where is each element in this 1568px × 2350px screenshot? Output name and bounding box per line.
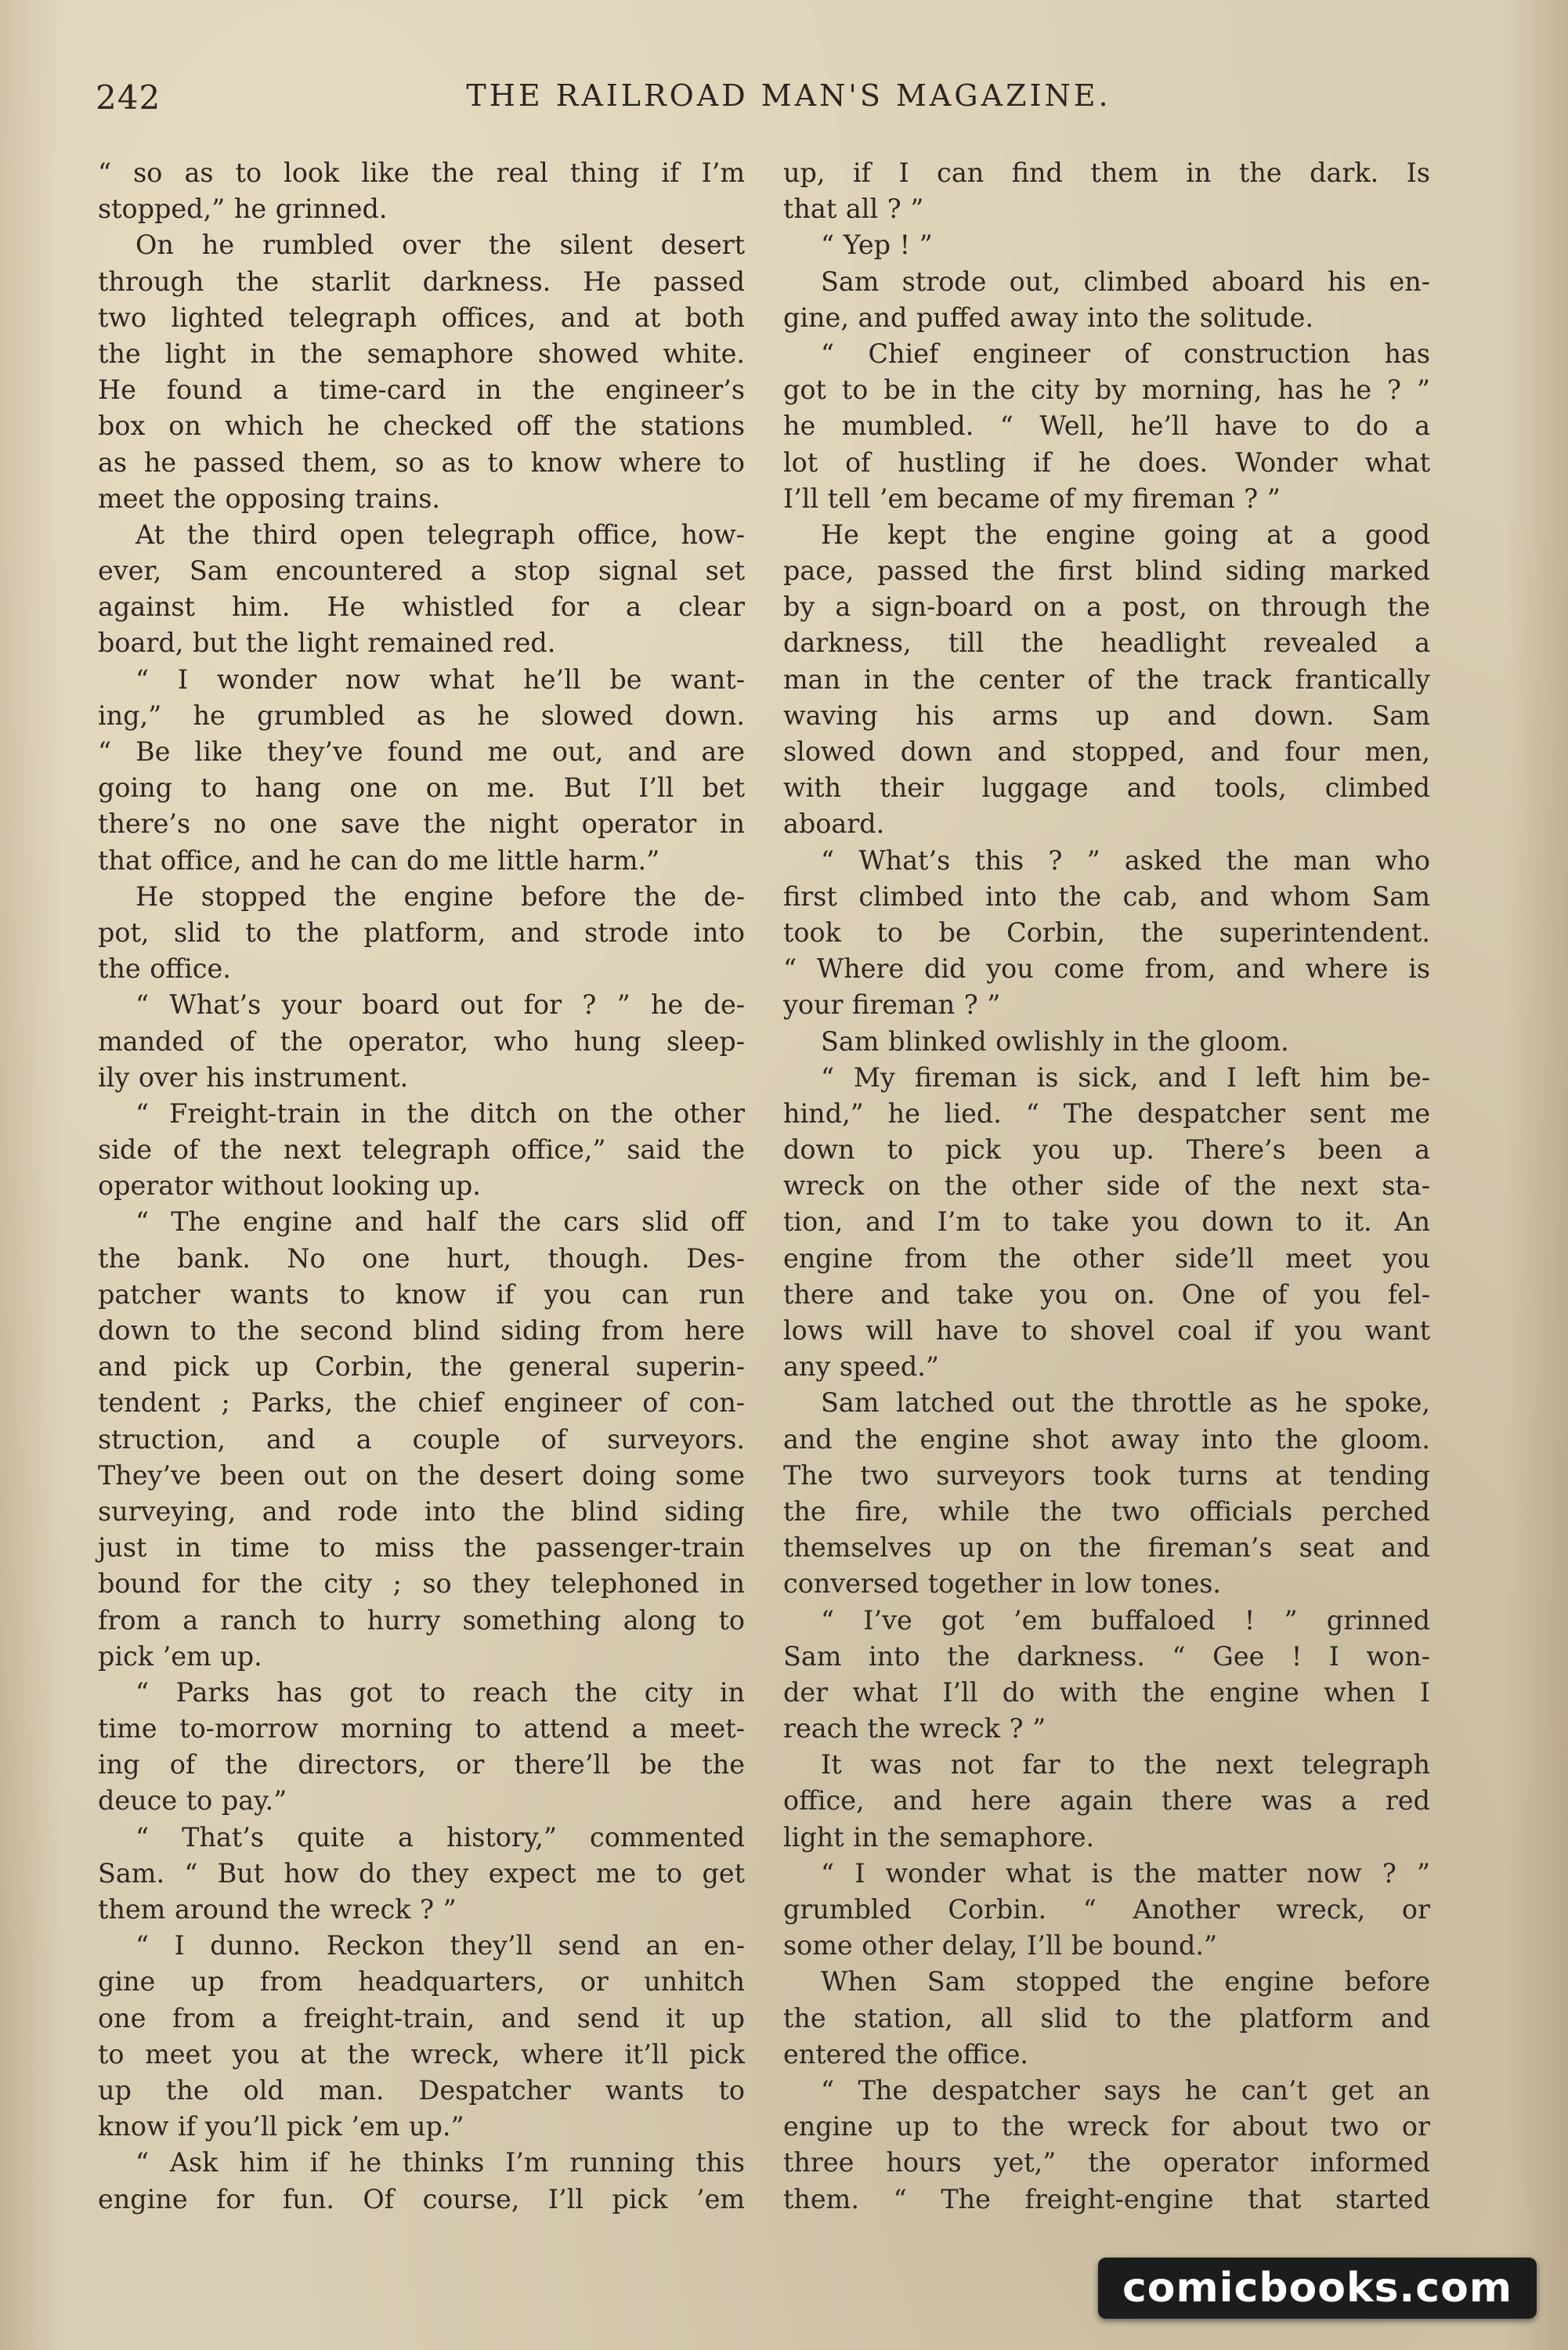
text-line: deuce to pay.” xyxy=(98,1785,287,1817)
text-line: tendent ; Parks, the chief engineer of con- xyxy=(98,1387,745,1419)
text-line: the office. xyxy=(98,953,231,985)
text-line: “ The despatcher says he can’t get an xyxy=(821,2074,1430,2106)
text-line: stopped,” he grinned. xyxy=(98,193,388,225)
text-line: one from a freight-train, and send it up xyxy=(98,2002,745,2034)
text-line: the light in the semaphore showed white. xyxy=(98,338,745,369)
text-line: slowed down and stopped, and four men, xyxy=(783,736,1430,767)
text-line: time to-morrow morning to attend a meet- xyxy=(98,1713,745,1744)
text-line: meet the opposing trains. xyxy=(98,483,440,514)
text-line: up the old man. Despatcher wants to xyxy=(98,2074,745,2106)
text-line: board, but the light remained red. xyxy=(98,627,556,659)
text-line: “ I dunno. Reckon they’ll send an en- xyxy=(135,1930,745,1961)
text-line: down to the second blind siding from here xyxy=(98,1315,745,1346)
text-line: going to hang one on me. But I’ll bet xyxy=(98,772,745,804)
text-line: from a ranch to hurry something along to xyxy=(98,1604,745,1636)
text-line: “ That’s quite a history,” commented xyxy=(135,1821,745,1853)
text-line: light in the semaphore. xyxy=(783,1821,1095,1853)
text-line: operator without looking up. xyxy=(98,1170,481,1202)
text-line: some other delay, I’ll be bound.” xyxy=(783,1930,1218,1961)
text-line: Sam latched out the throttle as he spoke, xyxy=(821,1387,1430,1419)
text-line: engine up to the wreck for about two or xyxy=(783,2111,1430,2142)
left-text-column xyxy=(98,155,745,2218)
text-line: waving his arms up and down. Sam xyxy=(783,700,1430,731)
text-line: that office, and he can do me little harm.” xyxy=(98,844,660,876)
text-line: “ The engine and half the cars slid off xyxy=(135,1206,745,1238)
text-line: got to be in the city by morning, has he ? ” xyxy=(783,374,1430,406)
text-line: Sam strode out, climbed aboard his en- xyxy=(821,266,1430,297)
running-title: THE RAILROAD MAN'S MAGAZINE. xyxy=(466,78,1111,113)
text-line: reach the wreck ? ” xyxy=(783,1713,1046,1744)
text-line: the station, all slid to the platform and xyxy=(783,2002,1430,2034)
text-line: “ What’s your board out for ? ” he de- xyxy=(135,989,745,1021)
text-line: “ Chief engineer of construction has xyxy=(821,338,1430,369)
text-line: surveying, and rode into the blind siding xyxy=(98,1495,745,1527)
text-line: first climbed into the cab, and whom Sam xyxy=(783,880,1430,912)
text-line: through the starlit darkness. He passed xyxy=(98,266,745,297)
text-line: He kept the engine going at a good xyxy=(821,519,1430,550)
text-line: The two surveyors took turns at tending xyxy=(783,1459,1430,1491)
text-line: They’ve been out on the desert doing some xyxy=(98,1459,745,1491)
text-line: office, and here again there was a red xyxy=(783,1785,1430,1817)
text-line: ily over his instrument. xyxy=(98,1061,409,1093)
text-line: the bank. No one hurt, though. Des- xyxy=(98,1242,745,1274)
text-line: engine from the other side’ll meet you xyxy=(783,1242,1430,1274)
text-line: themselves up on the fireman’s seat and xyxy=(783,1532,1430,1564)
text-line: with their luggage and tools, climbed xyxy=(783,772,1430,804)
text-line: Sam into the darkness. “ Gee ! I won- xyxy=(783,1640,1430,1672)
text-line: “ Ask him if he thinks I’m running this xyxy=(135,2147,745,2178)
text-line: aboard. xyxy=(783,808,885,840)
text-line: side of the next telegraph office,” said the xyxy=(98,1134,745,1166)
text-line: two lighted telegraph offices, and at both xyxy=(98,302,745,333)
text-line: any speed.” xyxy=(783,1351,939,1383)
text-line: Sam blinked owlishly in the gloom. xyxy=(821,1025,1289,1057)
text-line: wreck on the other side of the next sta- xyxy=(783,1170,1430,1202)
text-line: “ so as to look like the real thing if I’m xyxy=(98,157,745,188)
text-line: and pick up Corbin, the general superin- xyxy=(98,1351,745,1383)
text-line: “ My fireman is sick, and I left him be- xyxy=(821,1061,1430,1093)
text-line: conversed together in low tones. xyxy=(783,1568,1222,1600)
text-line: “ I wonder now what he’ll be want- xyxy=(135,663,745,695)
text-line: box on which he checked off the stations xyxy=(98,410,745,442)
text-line: manded of the operator, who hung sleep- xyxy=(98,1025,745,1057)
text-line: there and take you on. One of you fel- xyxy=(783,1278,1430,1310)
text-line: know if you’ll pick ’em up.” xyxy=(98,2111,464,2142)
text-line: ing of the directors, or there’ll be the xyxy=(98,1749,745,1781)
text-line: down to pick you up. There’s been a xyxy=(783,1134,1430,1166)
text-line: by a sign-board on a post, on through the xyxy=(783,591,1430,623)
text-line: that all ? ” xyxy=(783,193,924,225)
text-line: At the third open telegraph office, how- xyxy=(135,519,745,550)
text-line: “ Yep ! ” xyxy=(821,230,933,261)
text-line: against him. He whistled for a clear xyxy=(98,591,745,623)
text-line: gine up from headquarters, or unhitch xyxy=(98,1966,745,1998)
text-line: engine for fun. Of course, I’ll pick ’em xyxy=(98,2183,745,2214)
text-line: hind,” he lied. “ The despatcher sent me xyxy=(783,1097,1430,1129)
text-line: “ I wonder what is the matter now ? ” xyxy=(821,1857,1430,1889)
text-line: lows will have to shovel coal if you want xyxy=(783,1315,1430,1346)
page-header xyxy=(96,78,1482,133)
text-line: He stopped the engine before the de- xyxy=(135,880,745,912)
text-line: and the engine shot away into the gloom. xyxy=(783,1423,1430,1455)
text-line: bound for the city ; so they telephoned in xyxy=(98,1568,745,1600)
text-line: just in time to miss the passenger-train xyxy=(98,1532,745,1564)
text-line: struction, and a couple of surveyors. xyxy=(98,1423,745,1455)
text-line: he mumbled. “ Well, he’ll have to do a xyxy=(783,410,1430,442)
watermark-logo: comicbooks.com xyxy=(1098,2258,1537,2319)
text-line: there’s no one save the night operator in xyxy=(98,808,745,840)
text-line: gine, and puffed away into the solitude. xyxy=(783,302,1314,333)
text-line: Sam. “ But how do they expect me to get xyxy=(98,1857,745,1889)
text-line: lot of hustling if he does. Wonder what xyxy=(783,446,1430,478)
text-line: pick ’em up. xyxy=(98,1640,262,1672)
text-line: took to be Corbin, the superintendent. xyxy=(783,916,1430,948)
text-line: It was not far to the next telegraph xyxy=(821,1749,1430,1781)
text-line: as he passed them, so as to know where to xyxy=(98,446,745,478)
text-line: He found a time-card in the engineer’s xyxy=(98,374,745,406)
text-line: tion, and I’m to take you down to it. An xyxy=(783,1206,1430,1238)
text-line: darkness, till the headlight revealed a xyxy=(783,627,1430,659)
text-line: the fire, while the two officials perched xyxy=(783,1495,1430,1527)
text-line: “ I’ve got ’em buffaloed ! ” grinned xyxy=(821,1604,1430,1636)
right-text-column xyxy=(783,155,1430,2218)
text-line: entered the office. xyxy=(783,2038,1029,2070)
text-line: them. “ The freight-engine that started xyxy=(783,2183,1430,2214)
text-line: pace, passed the first blind siding marked xyxy=(783,555,1430,587)
text-line: your fireman ? ” xyxy=(783,989,1001,1021)
text-line: When Sam stopped the engine before xyxy=(821,1966,1430,1998)
text-line: “ Where did you come from, and where is xyxy=(783,953,1430,985)
text-line: On he rumbled over the silent desert xyxy=(135,230,745,261)
text-line: “ Be like they’ve found me out, and are xyxy=(98,736,745,767)
text-line: up, if I can find them in the dark. Is xyxy=(783,157,1430,188)
text-line: them around the wreck ? ” xyxy=(98,1894,457,1925)
text-line: “ Parks has got to reach the city in xyxy=(135,1676,745,1708)
text-line: to meet you at the wreck, where it’ll pick xyxy=(98,2038,745,2070)
text-line: “ Freight-train in the ditch on the other xyxy=(135,1097,745,1129)
text-line: der what I’ll do with the engine when I xyxy=(783,1676,1430,1708)
page-number: 242 xyxy=(96,78,161,117)
text-line: patcher wants to know if you can run xyxy=(98,1278,745,1310)
text-line: man in the center of the track frantically xyxy=(783,663,1430,695)
text-line: ever, Sam encountered a stop signal set xyxy=(98,555,745,587)
text-line: three hours yet,” the operator informed xyxy=(783,2147,1430,2178)
text-line: grumbled Corbin. “ Another wreck, or xyxy=(783,1894,1430,1925)
text-line: I’ll tell ’em became of my fireman ? ” xyxy=(783,483,1281,514)
text-line: “ What’s this ? ” asked the man who xyxy=(821,844,1430,876)
text-line: ing,” he grumbled as he slowed down. xyxy=(98,700,745,731)
text-line: pot, slid to the platform, and strode into xyxy=(98,916,745,948)
